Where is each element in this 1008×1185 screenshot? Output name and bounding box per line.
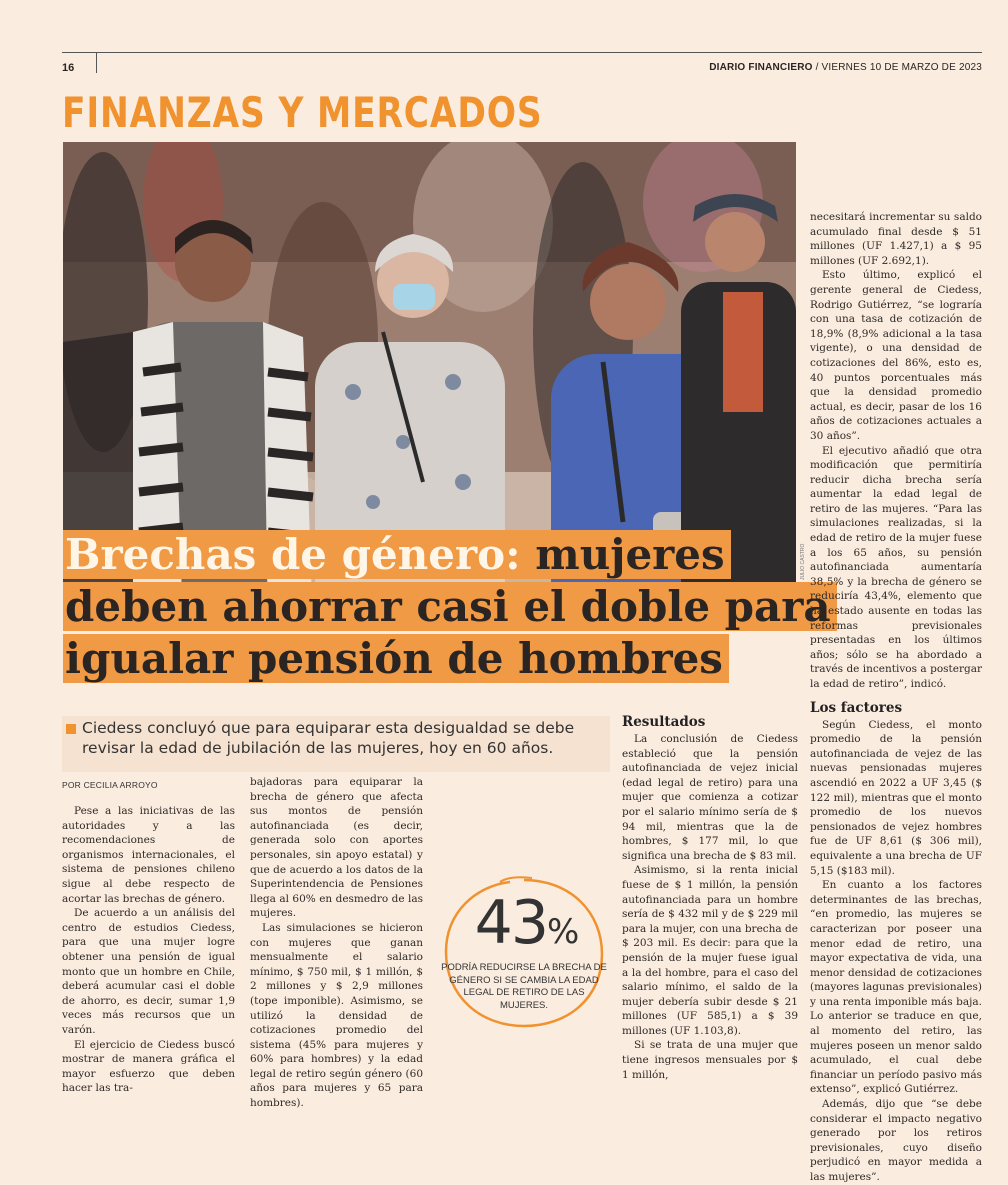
paragraph: Las simulaciones se hicieron con mujeres que ganan mensualmente el salario mínimo, $ 750 mil, $ 1 millón, $ 2 millones y $ 2,9 millones (tope imponible). Asimismo, se utilizó la densidad de cotizaciones promedio del sistema (45% para mujeres y 60% para hombres) y la edad legal de retiro según género (60 años para mujeres y 65 para hombres). — [250, 921, 423, 1110]
column-2 — [250, 775, 423, 1111]
column-1 — [62, 804, 235, 1096]
deck-summary: Ciedess concluyó que para equiparar esta desigualdad se debe revisar la edad de jubilación de las mujeres, hoy en 60 años. — [82, 719, 575, 757]
page-number: 16 — [62, 62, 75, 74]
paragraph: bajadoras para equiparar la brecha de género que afecta sus montos de pensión autofinanciada (es decir, generada solo con aportes personales, sin apoyo estatal) y que de acuerdo a los datos de la Superintendencia de Pensiones llega al 60% en desmedro de las mujeres. — [250, 776, 423, 920]
masthead — [709, 62, 982, 73]
paragraph: Además, dijo que “se debe considerar el impacto negativo generado por los retiros previsionales, cuyo diseño perjudicó en mayor medida a las mujeres”. — [810, 1098, 982, 1183]
callout-value: 43 — [474, 888, 548, 958]
paragraph: Pese a las iniciativas de las autoridades y a las recomendaciones de organismos internacionales, el sistema de pensiones chileno sigue al debe respecto de acortar las brechas de género. — [62, 805, 235, 905]
deck-bullet-square — [66, 724, 76, 734]
paragraph: De acuerdo a un análisis del centro de estudios Ciedess, para que una mujer logre obtener una pensión de igual monto que un hombre en Chile, deberá acumular casi el doble de ahorro, es decir, sumar 1,9 veces más recursos que un varón. — [62, 907, 235, 1036]
paragraph: El ejecutivo añadió que otra modificación que permitiría reducir dicha brecha sería aumentar la edad legal de retiro de las mujeres. “Para las simulaciones realizadas, si la edad de retiro de la mujer fuese a los 65 años, su pensión autofinanciada aumentaría 38,5% y la brecha de género se reduciría 43,4%, elemento que ha estado ausente en todas las reformas previsionales presentadas en los últimos años; sólo se ha abordado a través de incentivos a postergar la edad de retiro”, indicó. — [810, 444, 982, 690]
headline-line-3 — [63, 634, 729, 684]
headline-line-1 — [63, 530, 731, 580]
paragraph: La conclusión de Ciedess estableció que la pensión autofinanciada de vejez inicial (edad legal de retiro) para una mujer que comienza a cotizar por el salario mínimo sería de $ 94 mil, mientras que la de hombres, $ 177 mil, lo que significa una brecha de $ 83 mil. — [622, 733, 798, 862]
headline-lead: Brechas de género: — [65, 530, 521, 579]
headline-lead-rest: mujeres — [520, 530, 725, 579]
column-3 — [622, 714, 798, 1082]
subheading-los-factores: Los factores — [810, 699, 903, 716]
top-rule — [62, 52, 982, 53]
column-4 — [810, 210, 982, 1185]
paragraph: Si se trata de una mujer que tiene ingresos mensuales por $ 1 millón, — [622, 1039, 798, 1081]
photo-credit: JULIO CASTRO — [800, 543, 806, 580]
page-number-divider — [96, 53, 97, 73]
paragraph: Esto último, explicó el gerente general de Ciedess, Rodrigo Gutiérrez, “se lograría con una tasa de cotización de 18,9% (8,9% adicional a la tasa vigente), o una densidad de cotizaciones del 86%, esto es, 40 puntos porcentuales más que la densidad promedio actual, es decir, pasar de los 16 años de cotizaciones actuales a 30 años”. — [810, 269, 982, 442]
paragraph: Según Ciedess, el monto promedio de la pensión autofinanciada de vejez de las nuevas pensionadas mujeres ascendió en 2022 a UF 3,45 ($ 122 mil), mientras que el monto promedio de los nuevos pensionados de vejez hombres fue de UF 8,61 ($ 306 mil), equivalente a una brecha de UF 5,15 ($183 mil). — [810, 718, 982, 877]
headline-line-2 — [63, 582, 837, 632]
section-title: FINANZAS Y MERCADOS — [62, 88, 543, 137]
issue-date: / VIERNES 10 DE MARZO DE 2023 — [812, 62, 982, 73]
headline-line-2-text: deben ahorrar casi el doble para — [63, 582, 837, 631]
callout-number — [460, 888, 592, 958]
subheading-resultados: Resultados — [622, 714, 706, 730]
paragraph: necesitará incrementar su saldo acumulado final desde $ 51 millones (UF 1.427,1) a $ 95 millones (UF 2.692,1). — [810, 211, 982, 267]
publication-name: DIARIO FINANCIERO — [709, 62, 813, 73]
callout-text: PODRÍA REDUCIRSE LA BRECHA DE GÉNERO SI SE CAMBIA LA EDAD LEGAL DE RETIRO DE LAS MUJERES. — [441, 962, 607, 1011]
paragraph: En cuanto a los factores determinantes de las brechas, “en promedio, las mujeres se caracterizan por poseer una menor edad de retiro, una mayor expectativa de vida, una menor densidad de cotizaciones (mayores lagunas previsionales) y una renta imponible más baja. Lo anterior se traduce en que, al momento del retiro, las mujeres poseen un menor saldo acumulado, el cual debe financiar un período pasivo más extenso”, explicó Gutiérrez. — [810, 879, 982, 1096]
paragraph: Asimismo, si la renta inicial fuese de $ 1 millón, la pensión autofinanciada para un hombre sería de $ 432 mil y de $ 229 mil para la mujer, con una brecha de $ 203 mil. Es decir: para que la pensión de la mujer fuese igual a la del hombre, para el caso del salario mínimo, el saldo de la mujer debería subir desde $ 21 millones (UF 585,1) a $ 39 millones (UF 1.103,8). — [622, 864, 798, 1037]
headline-line-3-text: igualar pensión de hombres — [63, 634, 729, 683]
paragraph: El ejercicio de Ciedess buscó mostrar de manera gráfica el mayor esfuerzo que deben hacer las tra- — [62, 1038, 235, 1095]
callout-unit: % — [547, 912, 578, 952]
byline: POR CECILIA ARROYO — [62, 780, 158, 790]
